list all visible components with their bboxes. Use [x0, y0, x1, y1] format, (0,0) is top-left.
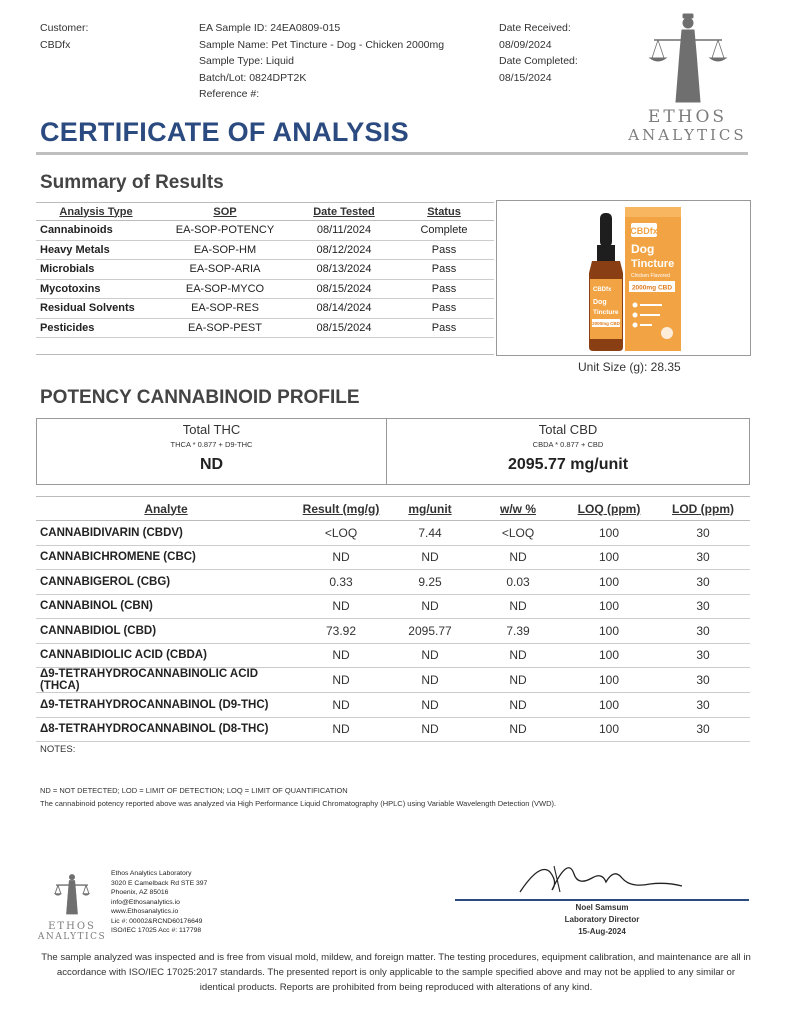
signer-date: 15-Aug-2024: [578, 927, 626, 936]
analyte-ww: ND: [474, 594, 562, 619]
totals-box: [36, 418, 750, 485]
analyte-lod: 30: [656, 668, 750, 693]
analyte-row: [36, 521, 750, 546]
summary-row: [36, 279, 494, 299]
analyte-lod: 30: [656, 643, 750, 668]
summary-sop: EA-SOP-ARIA: [156, 260, 294, 280]
analyte-header-name: Analyte: [36, 497, 296, 521]
summary-sop: EA-SOP-PEST: [156, 318, 294, 338]
date-received-label: Date Received:: [499, 22, 571, 34]
analyte-row: [36, 594, 750, 619]
analyte-row: [36, 570, 750, 595]
analyte-ww: 0.03: [474, 570, 562, 595]
analyte-ww: 7.39: [474, 619, 562, 644]
definitions-text: ND = NOT DETECTED; LOD = LIMIT OF DETECTION; LOQ = LIMIT OF QUANTIFICATION: [40, 786, 348, 795]
analyte-loq: 100: [562, 619, 656, 644]
sample-block: [199, 20, 444, 103]
analyte-name: CANNABINOL (CBN): [36, 594, 296, 619]
analyte-mg-unit: 2095.77: [386, 619, 474, 644]
sample-type: Sample Type: Liquid: [199, 55, 294, 67]
summary-status: Pass: [394, 318, 494, 338]
summary-sop: EA-SOP-RES: [156, 299, 294, 319]
analyte-mg-unit: ND: [386, 594, 474, 619]
analyte-header-lod: LOD (ppm): [656, 497, 750, 521]
summary-sop: EA-SOP-HM: [156, 240, 294, 260]
total-cbd-label: Total CBD: [538, 422, 598, 437]
analyte-name: CANNABIDIOL (CBD): [36, 619, 296, 644]
summary-row: [36, 260, 494, 280]
method-text: The cannabinoid potency reported above was analyzed via High Performance Liquid Chromatography (HPLC) using Variable Wavelength Detection (VWD).: [40, 799, 557, 808]
bottle-brand-text: CBDfx: [593, 287, 612, 293]
analyte-name: CANNABIDIOLIC ACID (CBDA): [36, 643, 296, 668]
customer-block: [40, 20, 88, 53]
lab-justice-icon: [52, 872, 92, 916]
summary-table: [36, 202, 494, 338]
analyte-row: [36, 643, 750, 668]
analyte-loq: 100: [562, 717, 656, 742]
summary-sop: EA-SOP-MYCO: [156, 279, 294, 299]
analyte-lod: 30: [656, 717, 750, 742]
summary-date-tested: 08/13/2024: [294, 260, 394, 280]
customer-label: Customer:: [40, 22, 89, 34]
analyte-mg-unit: ND: [386, 693, 474, 718]
sample-name: Sample Name: Pet Tincture - Dog - Chicken 2000mg: [199, 38, 445, 51]
summary-title: Summary of Results: [40, 172, 224, 193]
analyte-result: <LOQ: [296, 521, 386, 546]
potency-title: POTENCY CANNABINOID PROFILE: [40, 387, 360, 408]
lab-logo: [36, 872, 108, 942]
analyte-mg-unit: 7.44: [386, 521, 474, 546]
summary-header-status: Status: [394, 203, 494, 221]
summary-analysis-type: Cannabinoids: [36, 221, 156, 241]
box-strength-text: 2000mg CBD: [631, 284, 673, 292]
summary-bottom-rule: [36, 354, 494, 355]
summary-analysis-type: Heavy Metals: [36, 240, 156, 260]
analyte-header-loq: LOQ (ppm): [562, 497, 656, 521]
analyte-loq: 100: [562, 693, 656, 718]
product-illustration: [497, 201, 750, 355]
analyte-row: [36, 668, 750, 693]
analyte-lod: 30: [656, 594, 750, 619]
analyte-result: 73.92: [296, 619, 386, 644]
analyte-result: ND: [296, 668, 386, 693]
analyte-header-mgunit: mg/unit: [386, 497, 474, 521]
summary-analysis-type: Microbials: [36, 260, 156, 280]
disclaimer-text: The sample analyzed was inspected and is free from visual mold, mildew, and foreign matter. The testing procedures, equipment calibration, and maintenance are all in accordance with ISO/IEC 17025:2017 standards. The presented report is only applicable to the sample specified above and may not be applied to any similar or identical products. Reports are prohibited from being reproduced with alterations of any kind.: [41, 952, 751, 993]
analyte-loq: 100: [562, 668, 656, 693]
product-image: [496, 200, 751, 356]
analyte-result: ND: [296, 693, 386, 718]
dates-block: [499, 20, 578, 86]
customer-name: CBDfx: [40, 38, 71, 51]
ethos-logo: [620, 12, 755, 152]
analyte-loq: 100: [562, 521, 656, 546]
summary-status: Pass: [394, 299, 494, 319]
signature-line: [455, 899, 749, 901]
lab-license: Lic #: 00002&RCND60176649: [111, 917, 203, 925]
summary-date-tested: 08/15/2024: [294, 318, 394, 338]
lab-address2: Phoenix, AZ 85016: [111, 889, 169, 896]
bottle-line1-text: Dog: [593, 299, 607, 306]
analyte-name: CANNABICHROMENE (CBC): [36, 545, 296, 570]
signer-role: Laboratory Director: [564, 915, 640, 924]
analyte-loq: 100: [562, 570, 656, 595]
lab-logo-line1: ETHOS: [48, 921, 96, 932]
analyte-name: Δ9-TETRAHYDROCANNABINOLIC ACID (THCA): [36, 668, 296, 693]
date-completed: 08/15/2024: [499, 71, 552, 84]
analyte-lod: 30: [656, 693, 750, 718]
summary-status: Complete: [394, 221, 494, 241]
analyte-header-result: Result (mg/g): [296, 497, 386, 521]
logo-line2: ANALYTICS: [628, 126, 747, 144]
summary-date-tested: 08/15/2024: [294, 279, 394, 299]
analyte-header-row: [36, 497, 750, 521]
batch-lot: Batch/Lot: 0824DPT2K: [199, 71, 307, 84]
justice-figure-icon: [648, 12, 728, 106]
analyte-loq: 100: [562, 643, 656, 668]
analyte-result: ND: [296, 545, 386, 570]
total-thc-value: ND: [199, 456, 224, 473]
summary-header-sop: SOP: [156, 203, 294, 221]
total-thc-label: Total THC: [182, 422, 241, 437]
analyte-row: [36, 717, 750, 742]
summary-header-row: [36, 203, 494, 221]
total-cbd-formula: CBDA * 0.877 + CBD: [532, 440, 604, 449]
analyte-mg-unit: ND: [386, 668, 474, 693]
date-completed-label: Date Completed:: [499, 55, 578, 67]
analyte-row: [36, 619, 750, 644]
sample-id: EA Sample ID: 24EA0809-015: [199, 22, 341, 34]
summary-row: [36, 240, 494, 260]
signer-block: [455, 902, 749, 938]
analyte-ww: ND: [474, 545, 562, 570]
lab-info: [111, 869, 207, 936]
lab-email: info@Ethosanalytics.io: [111, 898, 180, 906]
lab-name: Ethos Analytics Laboratory: [111, 870, 192, 877]
analyte-name: Δ8-TETRAHYDROCANNABINOL (D8-THC): [36, 717, 296, 742]
analyte-mg-unit: ND: [386, 717, 474, 742]
date-received: 08/09/2024: [499, 38, 552, 51]
lab-address1: 3020 E Camelback Rd STE 397: [111, 879, 208, 887]
summary-sop: EA-SOP-POTENCY: [156, 221, 294, 241]
analyte-row: [36, 693, 750, 718]
analyte-header-ww: w/w %: [474, 497, 562, 521]
analyte-mg-unit: ND: [386, 643, 474, 668]
analyte-lod: 30: [656, 570, 750, 595]
summary-status: Pass: [394, 260, 494, 280]
signer-name: Noel Samsum: [575, 903, 629, 912]
summary-row: [36, 299, 494, 319]
lab-iso: ISO/IEC 17025 Acc #: 117798: [111, 927, 202, 934]
summary-date-tested: 08/12/2024: [294, 240, 394, 260]
reference-number: Reference #:: [199, 88, 260, 100]
summary-header-analysis: Analysis Type: [36, 203, 156, 221]
box-brand-text: CBDfx: [630, 226, 658, 236]
analyte-name: CANNABIGEROL (CBG): [36, 570, 296, 595]
summary-date-tested: 08/11/2024: [294, 221, 394, 241]
summary-date-tested: 08/14/2024: [294, 299, 394, 319]
analyte-row: [36, 545, 750, 570]
notes-label: NOTES:: [40, 744, 76, 755]
analyte-result: ND: [296, 643, 386, 668]
analyte-mg-unit: 9.25: [386, 570, 474, 595]
summary-row: [36, 318, 494, 338]
analyte-result: ND: [296, 717, 386, 742]
analyte-lod: 30: [656, 545, 750, 570]
bottle-line2-text: Tincture: [593, 309, 619, 316]
analyte-mg-unit: ND: [386, 545, 474, 570]
summary-header-date: Date Tested: [294, 203, 394, 221]
analyte-table: [36, 496, 750, 742]
total-thc-cell: [37, 419, 387, 484]
signature-mark: [510, 852, 690, 900]
bottle-strength-text: 2000mg CBD: [592, 321, 620, 326]
summary-status: Pass: [394, 240, 494, 260]
total-cbd-cell: [387, 419, 749, 484]
analyte-ww: ND: [474, 717, 562, 742]
total-cbd-value: 2095.77 mg/unit: [507, 456, 629, 473]
analyte-result: ND: [296, 594, 386, 619]
total-thc-formula: THCA * 0.877 + D9-THC: [170, 440, 253, 449]
summary-row: [36, 221, 494, 241]
box-line2-text: Tincture: [631, 258, 675, 270]
unit-size: Unit Size (g): 28.35: [578, 360, 681, 374]
box-flavor-text: Chicken Flavored: [631, 273, 670, 279]
analyte-name: Δ9-TETRAHYDROCANNABINOL (D9-THC): [36, 693, 296, 718]
box-line1-text: Dog: [631, 242, 655, 256]
analyte-name: CANNABIDIVARIN (CBDV): [36, 521, 296, 546]
title-divider: [36, 152, 748, 155]
analyte-loq: 100: [562, 594, 656, 619]
summary-status: Pass: [394, 279, 494, 299]
page-title: CERTIFICATE OF ANALYSIS: [40, 117, 409, 147]
lab-logo-line2: ANALYTICS: [37, 932, 107, 942]
analyte-result: 0.33: [296, 570, 386, 595]
logo-line1: ETHOS: [647, 107, 728, 127]
analyte-loq: 100: [562, 545, 656, 570]
analyte-ww: <LOQ: [474, 521, 562, 546]
analyte-lod: 30: [656, 619, 750, 644]
summary-analysis-type: Residual Solvents: [36, 299, 156, 319]
analyte-lod: 30: [656, 521, 750, 546]
summary-analysis-type: Pesticides: [36, 318, 156, 338]
analyte-ww: ND: [474, 643, 562, 668]
lab-web: www.Ethosanalytics.io: [111, 908, 179, 915]
analyte-ww: ND: [474, 693, 562, 718]
summary-analysis-type: Mycotoxins: [36, 279, 156, 299]
analyte-ww: ND: [474, 668, 562, 693]
